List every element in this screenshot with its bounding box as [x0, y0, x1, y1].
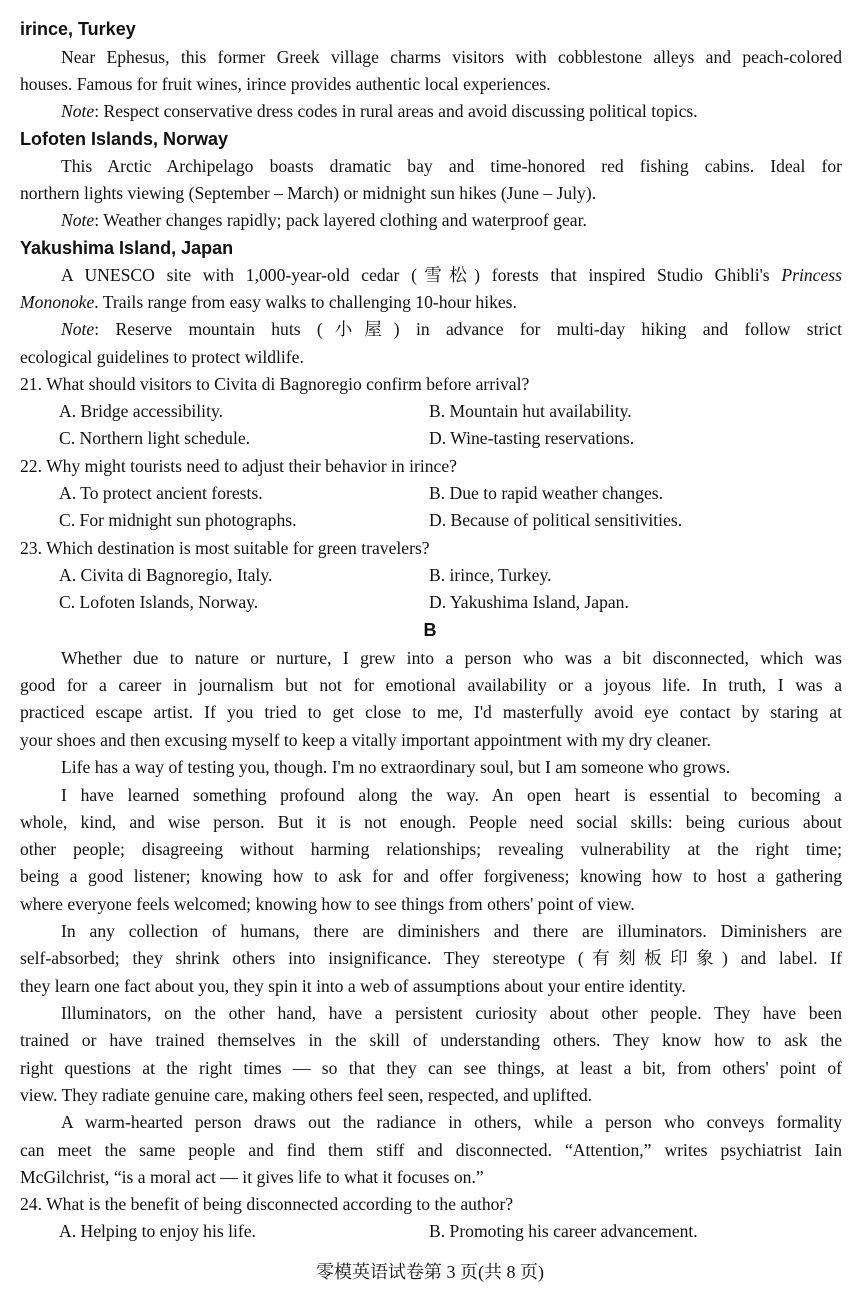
option-d[interactable]: D. Yakushima Island, Japan. [429, 592, 629, 612]
turkey-heading: irince, Turkey [20, 19, 136, 39]
option-c[interactable]: C. Northern light schedule. [59, 428, 251, 448]
film-title-part-1: Princess [781, 265, 842, 285]
passage-b-line: Illuminators, on the other hand, have a persistent curiosity about other people. They have been [61, 1003, 842, 1023]
passage-b-line: I have learned something profound along the way. An open heart is essential to becoming a [61, 785, 842, 805]
option-a[interactable]: A. To protect ancient forests. [59, 483, 263, 503]
option-a[interactable]: A. Helping to enjoy his life. [59, 1221, 256, 1241]
passage-b-line: other people; disagreeing without harming relationships; revealing vulnerability at the right time; [20, 839, 842, 859]
film-title-part-2: Mononoke [20, 292, 95, 312]
option-b[interactable]: B. Due to rapid weather changes. [429, 483, 664, 503]
option-b[interactable]: B. irince, Turkey. [429, 565, 552, 585]
note-label: Note [61, 101, 95, 121]
passage-b-line: Life has a way of testing you, though. I'm no extraordinary soul, but I am someone who grows. [61, 757, 731, 777]
note-text: : Weather changes rapidly; pack layered clothing and waterproof gear. [94, 210, 587, 230]
norway-note [20, 207, 842, 234]
note-text: : Reserve mountain huts (小屋) in advance for multi-day hiking and follow strict [94, 319, 842, 339]
norway-heading: Lofoten Islands, Norway [20, 129, 229, 149]
passage-b-line: your shoes and then excusing myself to keep a vitally important appointment with my dry cleaner. [20, 730, 711, 750]
question-22-stem: 22. Why might tourists need to adjust their behavior in irince? [20, 456, 457, 476]
option-a[interactable]: A. Civita di Bagnoregio, Italy. [59, 565, 273, 585]
japan-desc-line-2 [20, 289, 842, 316]
question-24-stem: 24. What is the benefit of being disconnected according to the author? [20, 1194, 514, 1214]
passage-b-line: whole, kind, and wise person. But it is not enough. People need social skills: being curious about [20, 812, 842, 832]
option-c[interactable]: C. Lofoten Islands, Norway. [59, 592, 259, 612]
passage-b-line: self-absorbed; they shrink others into insignificance. They stereotype (有刻板印象) and label. If [20, 948, 842, 968]
passage-b-line: right questions at the right times — so that they can see things, at least a bit, from others' point of [20, 1058, 842, 1078]
japan-heading: Yakushima Island, Japan [20, 238, 234, 258]
page-footer: 零模英语试卷第 3 页(共 8 页) [316, 1262, 544, 1282]
passage-b-line: good for a career in journalism but not for emotional availability or a joyous life. In truth, I was a [20, 675, 842, 695]
passage-b-line: view. They radiate genuine care, making others feel seen, respected, and uplifted. [20, 1085, 593, 1105]
section-b-heading: B [423, 620, 437, 640]
norway-desc-line-1: This Arctic Archipelago boasts dramatic bay and time-honored red fishing cabins. Ideal for [61, 156, 842, 176]
option-b[interactable]: B. Promoting his career advancement. [429, 1221, 698, 1241]
passage-b-line: McGilchrist, “is a moral act — it gives life to what it focuses on.” [20, 1167, 484, 1187]
passage-b-line: Whether due to nature or nurture, I grew into a person who was a bit disconnected, which was [61, 648, 842, 668]
passage-b-line: they learn one fact about you, they spin it into a web of assumptions about your entire identity. [20, 976, 686, 996]
passage-b-line: A warm-hearted person draws out the radiance in others, while a person who conveys formality [61, 1112, 842, 1132]
passage-b-line: can meet the same people and find them stiff and disconnected. “Attention,” writes psychiatrist Iain [20, 1140, 842, 1160]
question-23-stem: 23. Which destination is most suitable for green travelers? [20, 538, 430, 558]
question-21-stem: 21. What should visitors to Civita di Bagnoregio confirm before arrival? [20, 374, 530, 394]
passage-b-line: practiced escape artist. If you tried to get close to me, I'd masterfully avoid eye contact by staring at [20, 702, 842, 722]
option-a[interactable]: A. Bridge accessibility. [59, 401, 224, 421]
option-d[interactable]: D. Wine-tasting reservations. [429, 428, 635, 448]
note-label: Note [61, 319, 95, 339]
option-b[interactable]: B. Mountain hut availability. [429, 401, 632, 421]
passage-b-line: trained or have trained themselves in the skill of understanding others. They know how to ask the [20, 1030, 842, 1050]
passage-b-line: In any collection of humans, there are diminishers and there are illuminators. Diminishers are [61, 921, 842, 941]
japan-desc-text: A UNESCO site with 1,000-year-old cedar (雪松) forests that inspired Studio Ghibli's [61, 265, 782, 285]
japan-desc-text: . Trails range from easy walks to challenging 10-hour hikes. [94, 292, 517, 312]
note-label: Note [61, 210, 95, 230]
turkey-note [20, 98, 842, 125]
passage-b-line: being a good listener; knowing how to ask for and offer forgiveness; knowing how to host a gathering [20, 866, 842, 886]
turkey-desc-line-2: houses. Famous for fruit wines, irince provides authentic local experiences. [20, 74, 551, 94]
japan-desc-line-1 [20, 262, 842, 289]
turkey-desc-line-1: Near Ephesus, this former Greek village charms visitors with cobblestone alleys and peach-colored [61, 47, 842, 67]
passage-b-line: where everyone feels welcomed; knowing how to see things from others' point of view. [20, 894, 635, 914]
note-text: : Respect conservative dress codes in rural areas and avoid discussing political topics. [94, 101, 698, 121]
option-d[interactable]: D. Because of political sensitivities. [429, 510, 683, 530]
japan-note-line-2: ecological guidelines to protect wildlife. [20, 347, 304, 367]
option-c[interactable]: C. For midnight sun photographs. [59, 510, 297, 530]
japan-note-line-1 [20, 316, 842, 343]
norway-desc-line-2: northern lights viewing (September – March) or midnight sun hikes (June – July). [20, 183, 597, 203]
